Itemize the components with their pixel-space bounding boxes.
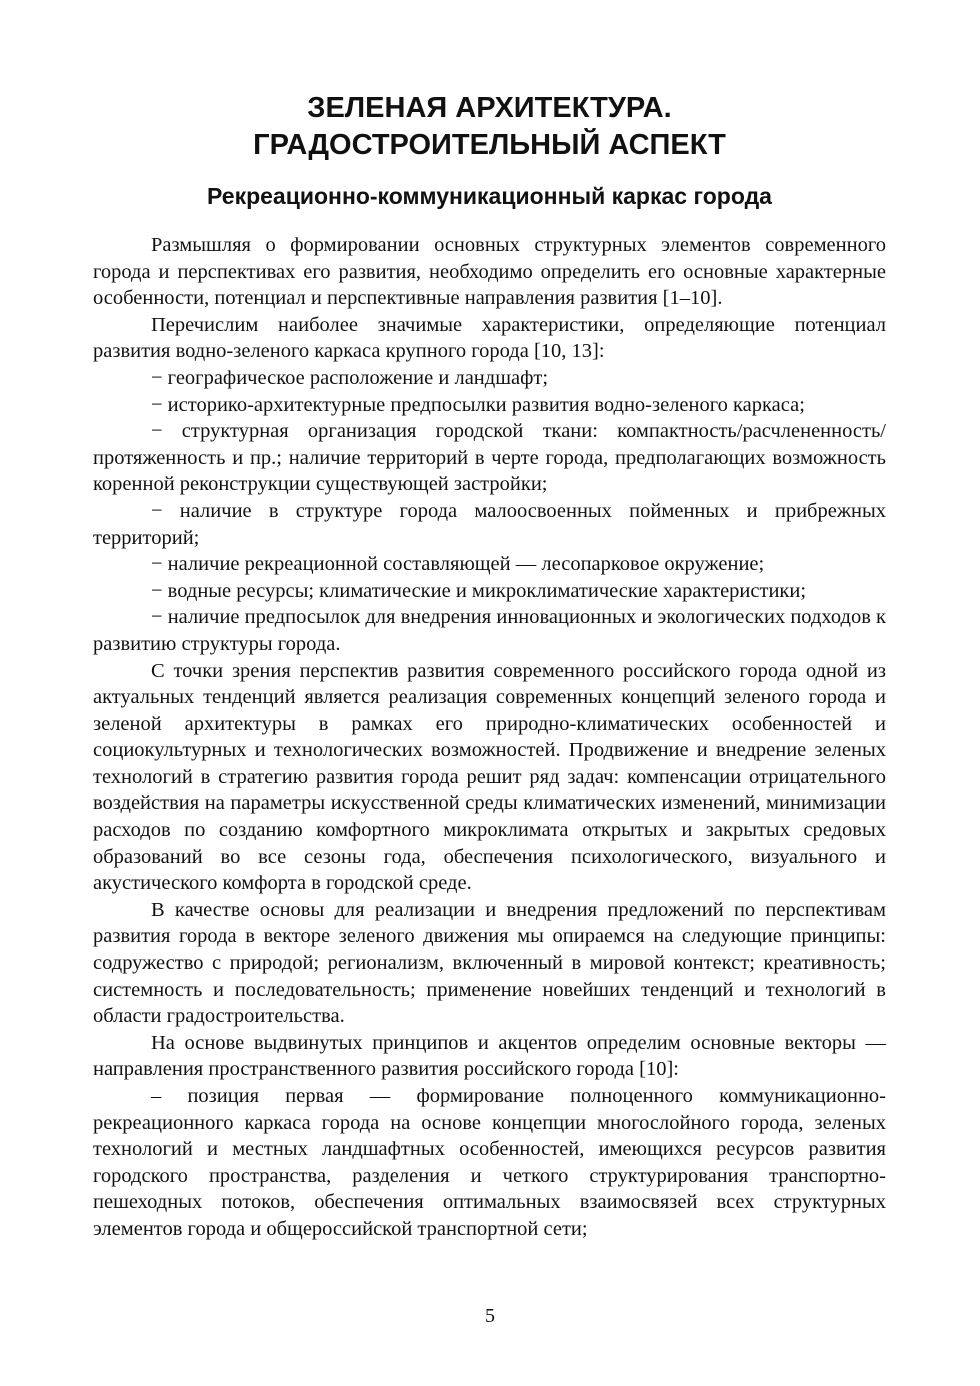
page-number: 5	[485, 1305, 495, 1327]
paragraph: В качестве основы для реализации и внедрения предложений по перспективам развития города в векторе зеленого движения мы опираемся на следующие принципы: содружество с природой; регионализм, включенный в мировой контекст; креативность; системность и последовательность; применение новейших тенденций и технологий в области градостроительства.	[93, 898, 886, 1028]
page-title	[93, 90, 886, 164]
list-item: − историко-архитектурные предпосылки развития водно-зеленого каркаса;	[151, 393, 805, 416]
body-text	[93, 232, 886, 1243]
list-item: − водные ресурсы; климатические и микроклиматические характеристики;	[151, 579, 807, 602]
paragraph: На основе выдвинутых принципов и акцентов определим основные векторы — направления пространственного развития российского города [10]:	[93, 1031, 886, 1081]
title-line-2: ГРАДОСТРОИТЕЛЬНЫЙ АСПЕКТ	[253, 129, 726, 161]
list-item: − наличие предпосылок для внедрения инновационных и экологических подходов к развитию структуры города.	[93, 606, 886, 655]
list-item: − структурная организация городской ткани: компактность/расчлененность/протяженность и пр.; наличие территорий в черте города, предполагающих возможность коренной реконструкции существующей застройки;	[93, 420, 886, 496]
paragraph: Размышляя о формировании основных структурных элементов современного города и перспективах его развития, необходимо определить его основные характерные особенности, потенциал и перспективные направления развития [1–10].	[93, 234, 886, 310]
paragraph: Перечислим наиболее значимые характеристики, определяющие потенциал развития водно-зеленого каркаса крупного города [10, 13]:	[93, 313, 886, 363]
list-item: − наличие рекреационной составляющей — лесопарковое окружение;	[151, 553, 765, 576]
section-subtitle: Рекреационно-коммуникационный каркас города	[207, 183, 772, 209]
list-item: − наличие в структуре города малоосвоенных пойменных и прибрежных территорий;	[93, 499, 886, 549]
list-item: − географическое расположение и ландшафт;	[151, 366, 549, 389]
paragraph: С точки зрения перспектив развития современного российского города одной из актуальных тенденций является реализация современных концепций зеленого города и зеленой архитектуры в рамках его природно-климатических особенностей и социокультурных и технологических возможностей. Продвижение и внедрение зеленых технологий в стратегию развития города решит ряд задач: компенсации отрицательного воздействия на параметры искусственной среды климатических изменений, минимизации расходов по созданию комфортного микроклимата открытых и закрытых средовых образований во все сезоны года, обеспечения психологического, визуального и акустического комфорта в городской среде.	[93, 659, 886, 895]
title-line-1: ЗЕЛЕНАЯ АРХИТЕКТУРА.	[307, 92, 672, 124]
list-item: – позиция первая — формирование полноценного коммуникационно-рекреационного каркаса города на основе концепции многослойного города, зеленых технологий и местных ландшафтных особенностей, имеющихся ресурсов развития городского пространства, разделения и четкого структурирования транспортно-пешеходных потоков, обеспечения оптимальных взаимосвязей всех структурных элементов города и общероссийской транспортной сети;	[93, 1085, 886, 1240]
